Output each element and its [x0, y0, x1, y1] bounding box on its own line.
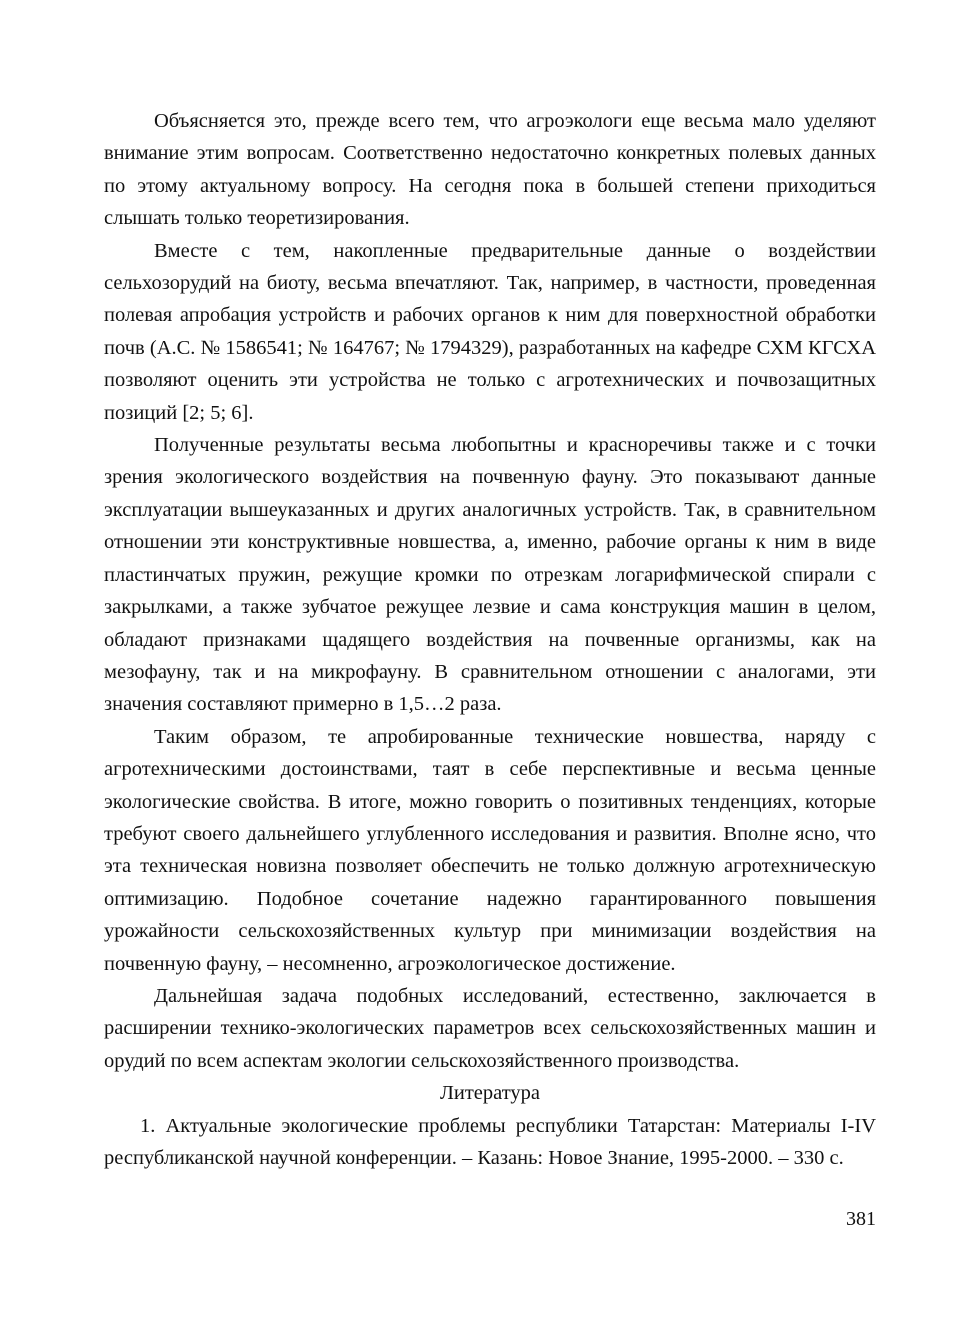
- paragraph-2: Вместе с тем, накопленные предварительные данные о воздействии сельхозорудий на биоту, весьма впечатляют. Так, например, в частности, проведенная полевая апробация устройств и рабочих органов к ним для поверхностной обработки почв (А.С. № 1586541; № 164767; № 1794329), разработанных на кафедре СХМ КГСХА позволяют оценить эти устройства не только с агротехнических и почвозащитных позиций [2; 5; 6].: [104, 239, 876, 424]
- references-heading: Литература: [439, 1082, 541, 1105]
- page-body: [104, 105, 876, 1174]
- reference-item: 1. Актуальные экологические проблемы республики Татарстан: Материалы I-IV республиканской научной конференции. – Казань: Новое Знание, 1995-2000. – 330 с.: [104, 1114, 876, 1169]
- paragraph-3: Полученные результаты весьма любопытны и красноречивы также и с точки зрения экологического воздействия на почвенную фауну. Это показывают данные эксплуатации вышеуказанных и других аналогичных устройств. Так, в сравнительном отношении эти конструктивные новшества, а, именно, рабочие органы к ним в виде пластинчатых пружин, режущие кромки по отрезкам логарифмической спирали с закрылками, а также зубчатое режущее лезвие и сама конструкция машин в целом, обладают признаками щадящего воздействия на почвенные организмы, как на мезофауну, так и на микрофауну. В сравнительном отношении с аналогами, эти значения составляют примерно в 1,5…2 раза.: [104, 434, 876, 716]
- paragraph-4: Таким образом, те апробированные технические новшества, наряду с агротехническими достоинствами, таят в себе перспективные и весьма ценные экологические свойства. В итоге, можно говорить о позитивных тенденциях, которые требуют своего дальнейшего углубленного исследования и развития. Вполне ясно, что эта техническая новизна позволяет обеспечить не только должную агротехническую оптимизацию. Подобное сочетание надежно гарантированного повышения урожайности сельскохозяйственных культур при минимизации воздействия на почвенную фауну, – несомненно, агроэкологическое достижение.: [104, 725, 876, 975]
- paragraph-1: Объясняется это, прежде всего тем, что агроэкологи еще весьма мало уделяют внимание этим вопросам. Соответственно недостаточно конкретных полевых данных по этому актуальному вопросу. На сегодня пока в большей степени приходиться слышать только теоретизирования.: [104, 110, 876, 230]
- page-number: 381: [846, 1208, 876, 1230]
- paragraph-5: Дальнейшая задача подобных исследований, естественно, заключается в расширении технико-экологических параметров всех сельскохозяйственных машин и орудий по всем аспектам экологии сельскохозяйственного производства.: [104, 984, 876, 1072]
